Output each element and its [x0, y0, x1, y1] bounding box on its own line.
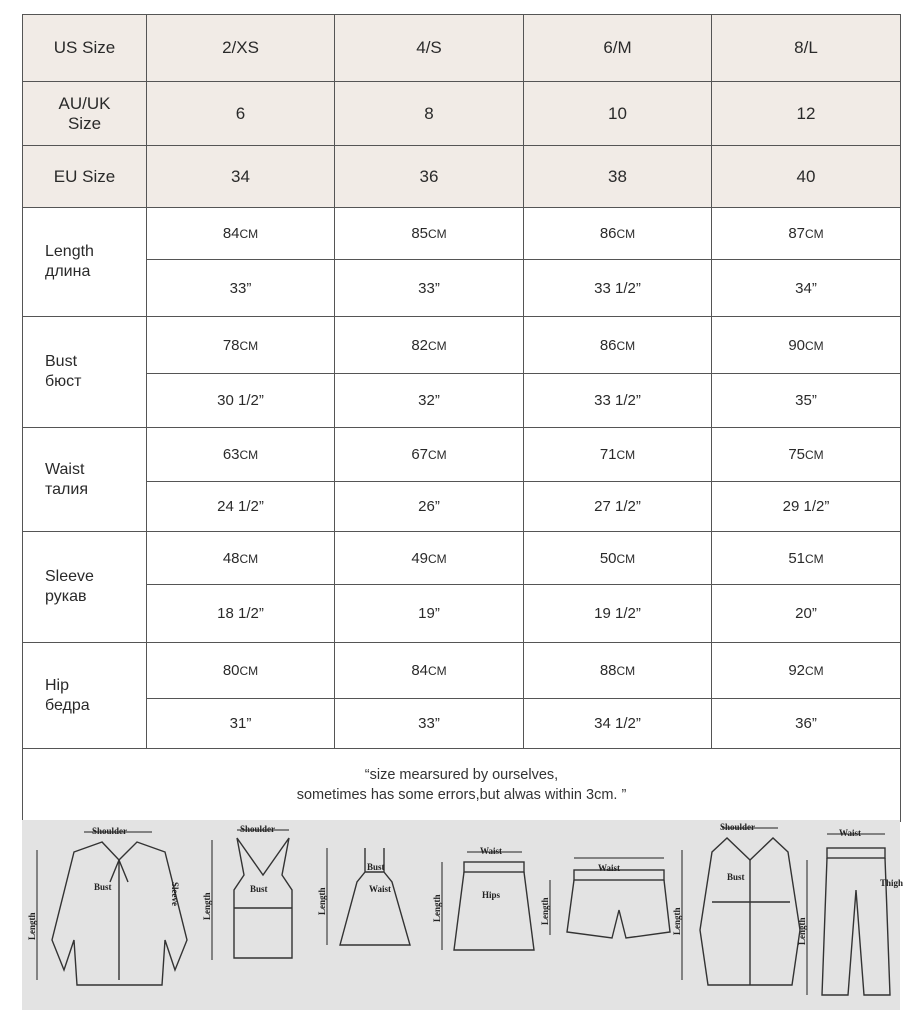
- cm-cell: 71CM: [524, 428, 712, 482]
- uk-size-label-line1: AU/UK: [58, 93, 111, 113]
- uk-size-label: [23, 82, 147, 146]
- cm-cell: 87CM: [712, 208, 901, 260]
- cm-cell: 82CM: [335, 317, 524, 374]
- waist-label-en: Waist: [45, 460, 85, 478]
- cm-cell: 92CM: [712, 643, 901, 699]
- inch-cell: 32”: [335, 374, 524, 428]
- garment-diagrams: [22, 820, 904, 1010]
- hip-cm-row: [23, 643, 901, 699]
- measurement-note: [23, 749, 901, 822]
- inch-cell: 20”: [712, 585, 901, 643]
- shoulder-label: Shoulder: [240, 824, 276, 834]
- eu-size-cell: 34: [147, 146, 335, 208]
- cm-cell: 80CM: [147, 643, 335, 699]
- eu-size-row: [23, 146, 901, 208]
- cm-cell: 75CM: [712, 428, 901, 482]
- tank-diagram: [234, 838, 292, 958]
- eu-size-cell: 38: [524, 146, 712, 208]
- hip-label: [23, 643, 147, 749]
- waist-label: Waist: [839, 828, 862, 838]
- uk-size-label-line2: Size: [67, 113, 102, 133]
- us-size-label: US Size: [23, 15, 147, 82]
- us-size-cell: 4/S: [335, 15, 524, 82]
- length-label: Length: [202, 892, 212, 920]
- us-size-cell: 8/L: [712, 15, 901, 82]
- bust-label-ru: бюст: [45, 373, 82, 390]
- length-label: Length: [317, 887, 327, 915]
- waist-label: [23, 428, 147, 532]
- hips-label: Hips: [482, 890, 501, 900]
- us-size-row: [23, 15, 901, 82]
- cm-cell: 48CM: [147, 532, 335, 585]
- thigh-label: Thigh: [880, 878, 904, 888]
- sleeve-cm-row: [23, 532, 901, 585]
- uk-size-cell: 6: [147, 82, 335, 146]
- inch-cell: 27 1/2”: [524, 482, 712, 532]
- inch-cell: 31”: [147, 699, 335, 749]
- eu-size-cell: 36: [335, 146, 524, 208]
- sleeve-inch-row: [23, 585, 901, 643]
- skirt-diagram: [454, 862, 534, 950]
- uk-size-cell: 10: [524, 82, 712, 146]
- cm-cell: 78CM: [147, 317, 335, 374]
- length-label: Length: [797, 917, 807, 945]
- cm-cell: 49CM: [335, 532, 524, 585]
- bust-cm-row: [23, 317, 901, 374]
- inch-cell: 33”: [147, 260, 335, 317]
- bust-inch-row: [23, 374, 901, 428]
- cm-cell: 84CM: [147, 208, 335, 260]
- inch-cell: 34”: [712, 260, 901, 317]
- inch-cell: 33 1/2”: [524, 374, 712, 428]
- sleeve-label: [23, 532, 147, 643]
- inch-cell: 33”: [335, 699, 524, 749]
- cm-cell: 90CM: [712, 317, 901, 374]
- trousers-diagram: [822, 848, 890, 995]
- bust-label: Bust: [727, 872, 745, 882]
- inch-cell: 33 1/2”: [524, 260, 712, 317]
- cm-cell: 67CM: [335, 428, 524, 482]
- inch-cell: 36”: [712, 699, 901, 749]
- uk-size-row: [23, 82, 901, 146]
- waist-label: Waist: [598, 863, 621, 873]
- inch-cell: 35”: [712, 374, 901, 428]
- length-cm-row: [23, 208, 901, 260]
- hip-label-en: Hip: [45, 676, 70, 694]
- uk-size-cell: 12: [712, 82, 901, 146]
- uk-size-cell: 8: [335, 82, 524, 146]
- length-label: Length: [672, 907, 682, 935]
- note-row: [23, 749, 901, 822]
- us-size-cell: 6/M: [524, 15, 712, 82]
- eu-size-cell: 40: [712, 146, 901, 208]
- inch-cell: 18 1/2”: [147, 585, 335, 643]
- length-label: Length: [27, 912, 37, 940]
- inch-cell: 34 1/2”: [524, 699, 712, 749]
- cm-cell: 50CM: [524, 532, 712, 585]
- note-line1: “size mearsured by ourselves,: [364, 767, 559, 783]
- cm-cell: 86CM: [524, 317, 712, 374]
- cm-cell: 85CM: [335, 208, 524, 260]
- inch-cell: 24 1/2”: [147, 482, 335, 532]
- bust-label: Bust: [367, 862, 385, 872]
- length-label: Length: [432, 894, 442, 922]
- eu-size-label: EU Size: [23, 146, 147, 208]
- waist-label: Waist: [480, 846, 503, 856]
- cm-cell: 88CM: [524, 643, 712, 699]
- length-label-ru: длина: [45, 263, 91, 280]
- shorts-diagram: [567, 870, 670, 938]
- us-size-cell: 2/XS: [147, 15, 335, 82]
- inch-cell: 33”: [335, 260, 524, 317]
- hip-inch-row: [23, 699, 901, 749]
- sleeve-label: Sleeve: [170, 882, 180, 906]
- hip-label-ru: бедра: [45, 696, 90, 714]
- inch-cell: 30 1/2”: [147, 374, 335, 428]
- bust-label-en: Bust: [45, 353, 78, 370]
- shoulder-label: Shoulder: [92, 826, 128, 836]
- length-label-en: Length: [45, 243, 94, 260]
- cm-cell: 84CM: [335, 643, 524, 699]
- bust-label: Bust: [250, 884, 268, 894]
- waist-cm-row: [23, 428, 901, 482]
- shoulder-label: Shoulder: [720, 822, 756, 832]
- size-chart-table: [22, 14, 901, 822]
- inch-cell: 26”: [335, 482, 524, 532]
- length-label: Length: [540, 897, 550, 925]
- waist-label: Waist: [369, 884, 392, 894]
- length-inch-row: [23, 260, 901, 317]
- sleeve-label-ru: рукав: [45, 588, 87, 605]
- waist-inch-row: [23, 482, 901, 532]
- bust-label: [23, 317, 147, 428]
- cm-cell: 51CM: [712, 532, 901, 585]
- inch-cell: 29 1/2”: [712, 482, 901, 532]
- cm-cell: 86CM: [524, 208, 712, 260]
- note-line2: sometimes has some errors,but alwas within 3cm. ”: [296, 787, 627, 803]
- waist-label-ru: талия: [45, 480, 88, 498]
- bust-label: Bust: [94, 882, 112, 892]
- cm-cell: 63CM: [147, 428, 335, 482]
- coat-diagram: [700, 838, 800, 985]
- sleeve-label-en: Sleeve: [45, 568, 94, 585]
- inch-cell: 19”: [335, 585, 524, 643]
- blouse-diagram: [52, 842, 187, 985]
- inch-cell: 19 1/2”: [524, 585, 712, 643]
- length-label: [23, 208, 147, 317]
